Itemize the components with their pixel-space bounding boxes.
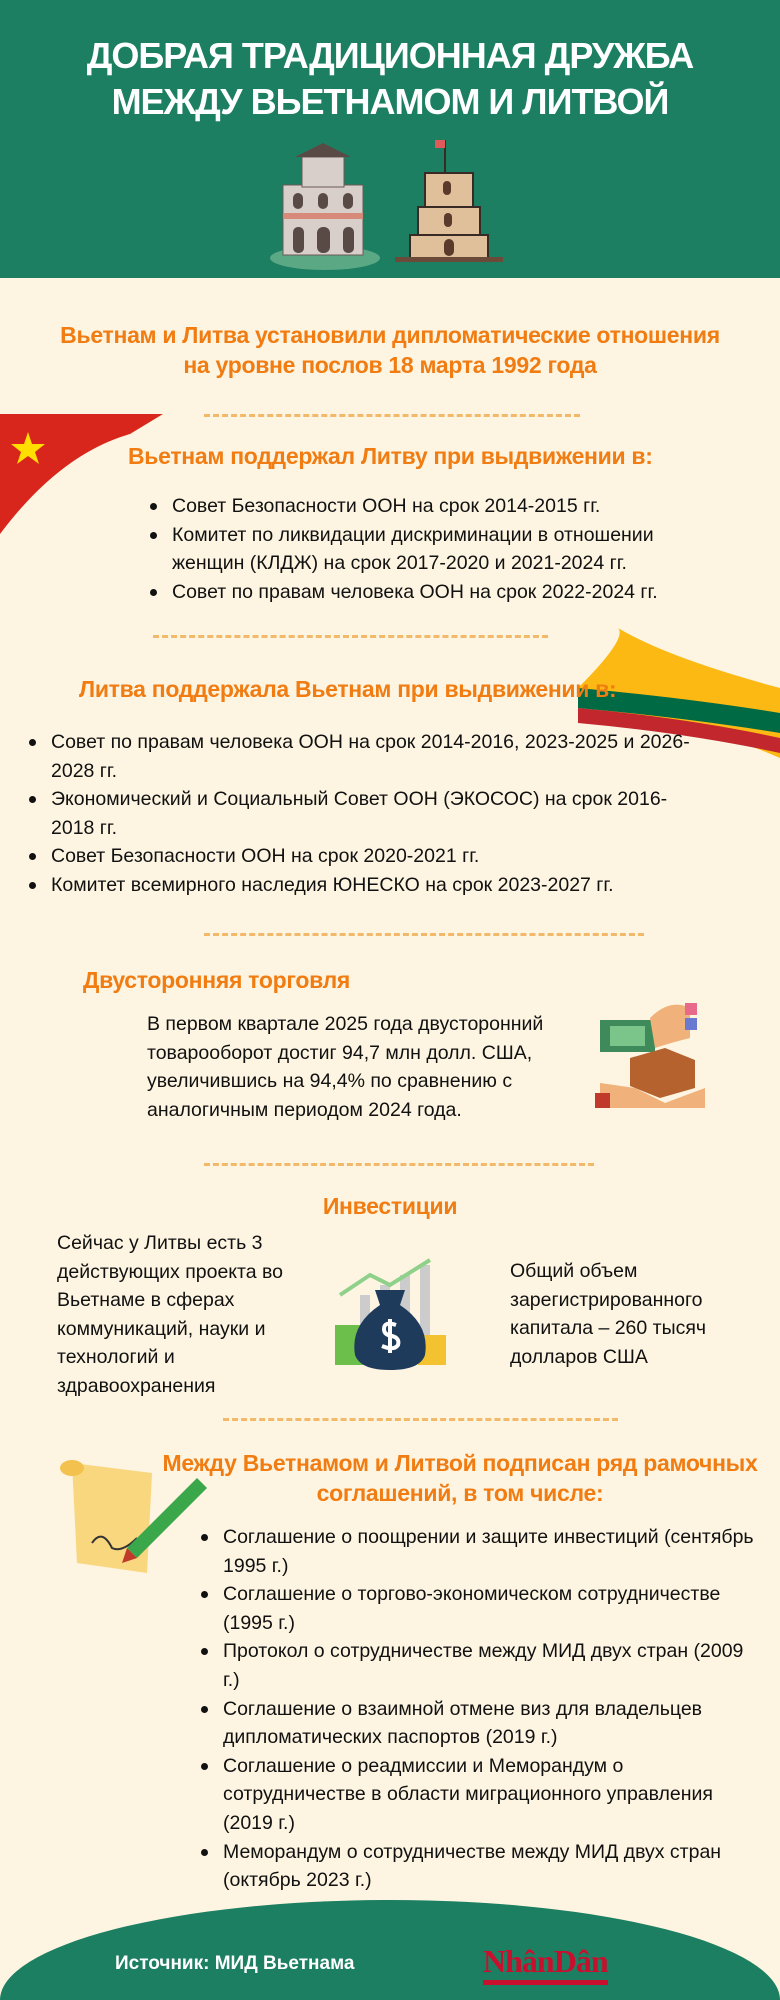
page-title-line2: МЕЖДУ ВЬЕТНАМОМ И ЛИТВОЙ: [111, 81, 669, 122]
vietnam-flag-icon: [0, 414, 165, 534]
list-item: Соглашение о поощрении и защите инвестиций (сентябрь 1995 г.): [223, 1523, 763, 1580]
page-title-line1: ДОБРАЯ ТРАДИЦИОННАЯ ДРУЖБА: [86, 35, 694, 76]
trade-heading: Двусторонняя торговля: [83, 967, 351, 993]
list-item: Соглашение о реадмиссии и Меморандум о сотрудничестве в области миграционного управления (2019 г.): [223, 1752, 763, 1838]
intro-line1: Вьетнам и Литва установили дипломатические отношения: [60, 322, 720, 348]
list-item: Совет по правам человека ООН на срок 2014-2016, 2023-2025 и 2026-2028 гг.: [51, 728, 691, 785]
divider: [204, 414, 580, 417]
list-item: Совет Безопасности ООН на срок 2014-2015 гг.: [172, 492, 712, 521]
trade-text: В первом квартале 2025 года двусторонний товарооборот достиг 94,7 млн долл. США, увеличившись на 94,4% по сравнению с аналогичным периодом 2024 года.: [147, 1013, 544, 1121]
lithuania-support-heading: Литва поддержала Вьетнам при выдвижении в:: [79, 676, 617, 702]
source-text: Источник: МИД Вьетнама: [115, 1953, 355, 1974]
scroll-document-icon: [57, 1453, 212, 1583]
list-item: Экономический и Социальный Совет ООН (ЭКОСОС) на срок 2016-2018 гг.: [51, 785, 691, 842]
investment-heading: Инвестиции: [322, 1193, 458, 1219]
agreements-heading-line1: Между Вьетнамом и Литвой подписан ряд рамочных: [162, 1450, 758, 1476]
list-item: Комитет всемирного наследия ЮНЕСКО на срок 2023-2027 гг.: [51, 871, 691, 900]
landmarks-illustration: [265, 135, 515, 270]
investment-projects-text: Сейчас у Литвы есть 3 действующих проекта во Вьетнаме в сферах коммуникаций, науки и технологий и здравоохранения: [57, 1232, 284, 1397]
list-item: Комитет по ликвидации дискриминации в отношении женщин (КЛДЖ) на срок 2017-2020 и 2021-2024 гг.: [172, 521, 712, 578]
turtle-tower-icon: [270, 143, 380, 270]
gediminas-tower-icon: [395, 140, 503, 262]
vietnam-support-list: [172, 492, 712, 606]
agreements-list: [223, 1523, 763, 1895]
intro-line2: на уровне послов 18 марта 1992 года: [183, 352, 597, 378]
list-item: Соглашение о взаимной отмене виз для владельцев дипломатических паспортов (2019 г.): [223, 1695, 763, 1752]
vietnam-support-heading: Вьетнам поддержал Литву при выдвижении в:: [128, 443, 653, 469]
divider: [204, 933, 644, 936]
list-item: Протокол о сотрудничестве между МИД двух стран (2009 г.): [223, 1637, 763, 1694]
investment-capital-text: Общий объем зарегистрированного капитала – 260 тысяч долларов США: [510, 1260, 707, 1368]
divider: [223, 1418, 618, 1421]
divider: [153, 635, 548, 638]
nhandan-logo: NhânDân: [483, 1942, 608, 1985]
agreements-heading-line2: соглашений, в том числе:: [316, 1480, 604, 1506]
footer-band: [0, 1900, 780, 2000]
trade-exchange-icon: [595, 998, 715, 1110]
list-item: Меморандум о сотрудничестве между МИД двух стран (октябрь 2023 г.): [223, 1838, 763, 1895]
list-item: Совет Безопасности ООН на срок 2020-2021 гг.: [51, 842, 691, 871]
list-item: Совет по правам человека ООН на срок 2022-2024 гг.: [172, 578, 712, 607]
investment-money-bag-icon: [330, 1255, 450, 1373]
list-item: Соглашение о торгово-экономическом сотрудничестве (1995 г.): [223, 1580, 763, 1637]
divider: [204, 1163, 594, 1166]
lithuania-support-list: [51, 728, 691, 900]
